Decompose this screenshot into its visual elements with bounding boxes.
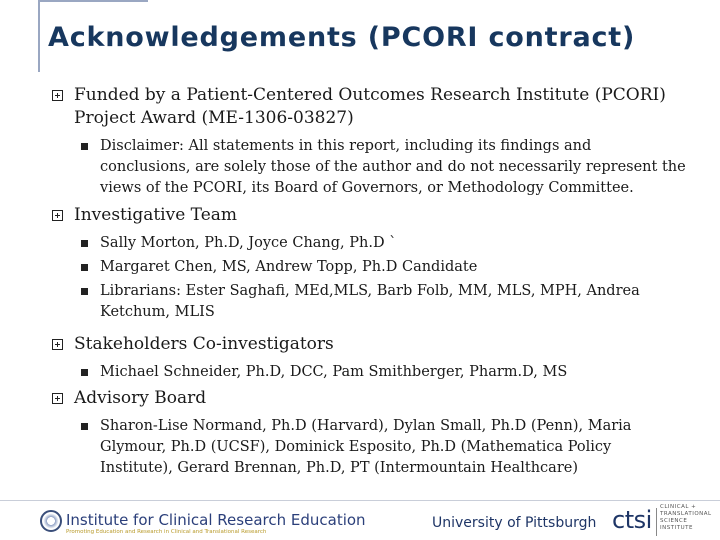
footer-divider bbox=[0, 500, 720, 501]
ctsi-subtitle bbox=[660, 504, 720, 532]
section-bullet-icon bbox=[52, 90, 63, 101]
sub-bullet-icon bbox=[81, 369, 88, 376]
librarians-line: Ketchum, MLIS bbox=[100, 304, 215, 320]
sub-bullet-icon bbox=[81, 423, 88, 430]
advisory-line: Sharon-Lise Normand, Ph.D (Harvard), Dylan Small, Ph.D (Penn), Maria bbox=[100, 418, 632, 434]
pitt-logo-text: University of Pittsburgh bbox=[432, 515, 597, 531]
ctsi-subtitle-line: CLINICAL + bbox=[660, 504, 697, 510]
ctsi-subtitle-line: SCIENCE bbox=[660, 518, 688, 524]
stakeholders-heading: Stakeholders Co-investigators bbox=[74, 334, 334, 354]
slide-title: Acknowledgements (PCORI contract) bbox=[48, 22, 636, 53]
advisory-board-heading: Advisory Board bbox=[74, 388, 207, 408]
librarians-line: Librarians: Ester Saghafi, MEd,MLS, Barb Folb, MM, MLS, MPH, Andrea bbox=[100, 283, 640, 299]
disclaimer-line: views of the PCORI, its Board of Governors, or Methodology Committee. bbox=[100, 180, 634, 196]
disclaimer-line: conclusions, are solely those of the author and do not necessarily represent the bbox=[100, 159, 686, 175]
funding-heading bbox=[74, 84, 714, 130]
sub-bullet-icon bbox=[81, 288, 88, 295]
disclaimer-line: Disclaimer: All statements in this report, including its findings and bbox=[100, 138, 592, 154]
advisory-item bbox=[100, 416, 720, 479]
icre-logo-text: Institute for Clinical Research Education bbox=[66, 511, 366, 529]
team-item: Sally Morton, Ph.D, Joyce Chang, Ph.D ` bbox=[100, 235, 397, 251]
sub-bullet-icon bbox=[81, 264, 88, 271]
funding-heading-line: Project Award (ME-1306-03827) bbox=[74, 108, 354, 128]
footer bbox=[0, 500, 720, 540]
advisory-line: Institute), Gerard Brennan, Ph.D, PT (Intermountain Healthcare) bbox=[100, 460, 578, 476]
ctsi-subtitle-line: INSTITUTE bbox=[660, 525, 693, 531]
advisory-line: Glymour, Ph.D (UCSF), Dominick Esposito, Ph.D (Mathematica Policy bbox=[100, 439, 612, 455]
ctsi-logo-text: ctsi bbox=[612, 506, 652, 534]
section-bullet-icon bbox=[52, 339, 63, 350]
librarians-item bbox=[100, 281, 720, 323]
ctsi-subtitle-line: TRANSLATIONAL bbox=[660, 511, 712, 517]
sub-bullet-icon bbox=[81, 143, 88, 150]
university-seal-icon bbox=[40, 510, 62, 532]
section-bullet-icon bbox=[52, 210, 63, 221]
sub-bullet-icon bbox=[81, 240, 88, 247]
icre-tagline: Promoting Education and Research in Clinical and Translational Research bbox=[66, 529, 267, 535]
team-item: Margaret Chen, MS, Andrew Topp, Ph.D Candidate bbox=[100, 259, 478, 275]
stakeholder-item: Michael Schneider, Ph.D, DCC, Pam Smithberger, Pharm.D, MS bbox=[100, 364, 568, 380]
disclaimer-item bbox=[100, 136, 720, 199]
section-bullet-icon bbox=[52, 393, 63, 404]
investigative-team-heading: Investigative Team bbox=[74, 205, 238, 225]
ctsi-divider bbox=[656, 508, 657, 536]
funding-heading-line: Funded by a Patient-Centered Outcomes Research Institute (PCORI) bbox=[74, 85, 666, 105]
